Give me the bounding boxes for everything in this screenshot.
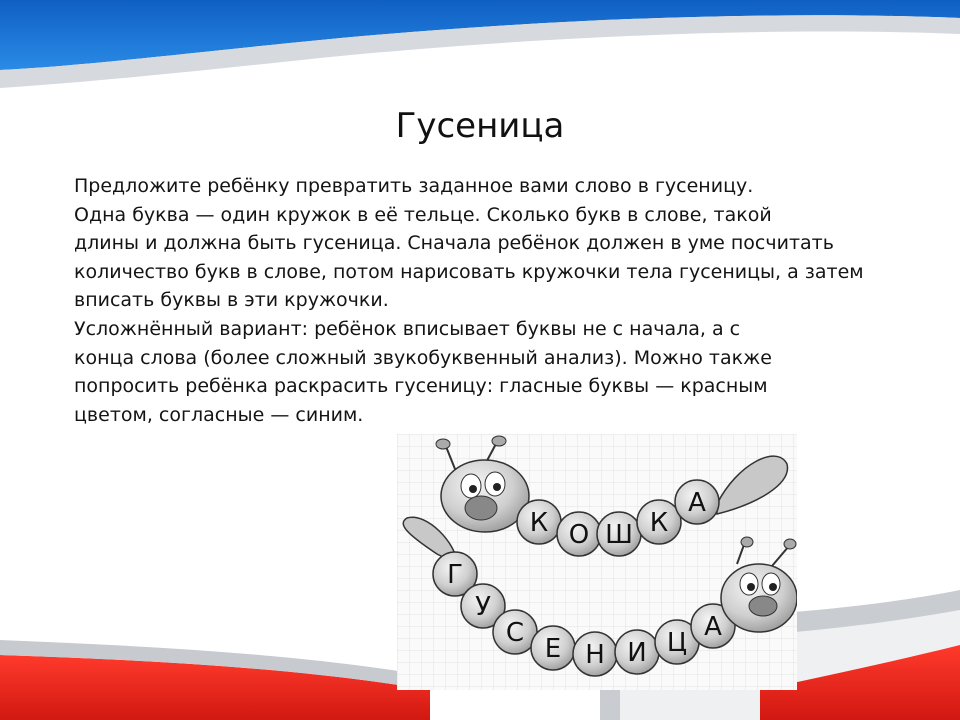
text-line: попросить ребёнка раскрасить гусеницу: гласные буквы — красным bbox=[74, 375, 768, 398]
top-body-segment-2 bbox=[557, 512, 601, 556]
top-body-segment-3 bbox=[597, 512, 641, 556]
letter: Ш bbox=[605, 520, 633, 550]
text-line: конца слова (более сложный звукобуквенный анализ). Можно также bbox=[74, 346, 772, 369]
letter: Е bbox=[544, 634, 562, 664]
top-body-segment-5 bbox=[675, 480, 719, 524]
letter: А bbox=[704, 612, 722, 642]
letter: Г bbox=[447, 560, 463, 590]
top-body-segment-1 bbox=[517, 500, 561, 544]
letter: С bbox=[505, 618, 525, 648]
text-line: длины и должна быть гусеница. Сначала ребёнок должен в уме посчитать bbox=[74, 232, 834, 255]
letter: А bbox=[688, 488, 706, 518]
letter: К bbox=[649, 508, 669, 538]
top-body-segment-4 bbox=[637, 500, 681, 544]
text-line: количество букв в слове, потом нарисовать кружочки тела гусеницы, а затем bbox=[74, 260, 864, 283]
slide-title: Гусеница bbox=[395, 106, 565, 146]
description-text bbox=[74, 172, 884, 429]
letter: Ц bbox=[666, 628, 688, 658]
bottom-body-segment-4 bbox=[531, 626, 575, 670]
text-line: Усложнённый вариант: ребёнок вписывает буквы не с начала, а с bbox=[74, 317, 741, 340]
text-line: вписать буквы в эти кружочки. bbox=[74, 289, 389, 312]
text-line: цветом, согласные — синим. bbox=[74, 403, 364, 426]
bottom-body-segment-6 bbox=[615, 630, 659, 674]
letter: Н bbox=[585, 640, 605, 670]
bottom-body-segment-5 bbox=[573, 632, 617, 676]
letter: И bbox=[627, 638, 647, 668]
letter: К bbox=[529, 508, 549, 538]
caterpillar-illustration bbox=[397, 434, 797, 690]
letter: О bbox=[568, 520, 590, 550]
letter: У bbox=[475, 592, 491, 622]
text-line: Предложите ребёнку превратить заданное вами слово в гусеницу. bbox=[74, 175, 754, 197]
text-line: Одна буква — один кружок в её тельце. Сколько букв в слове, такой bbox=[74, 203, 772, 226]
